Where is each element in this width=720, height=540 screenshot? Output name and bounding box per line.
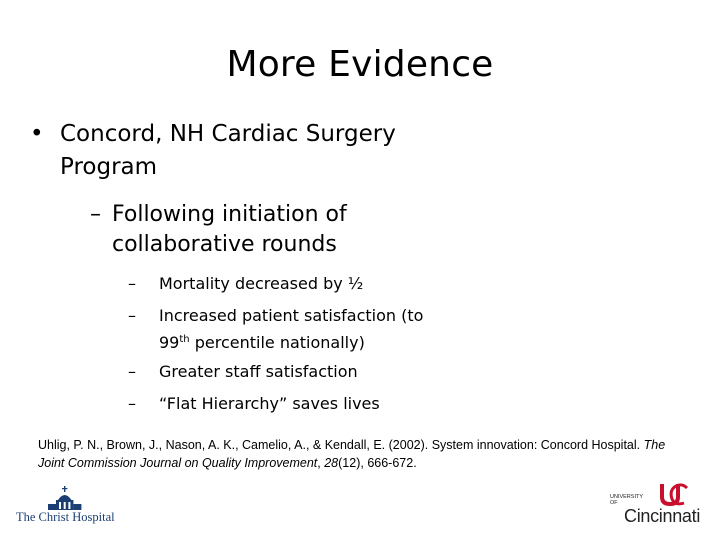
christ-hospital-logo <box>12 486 122 528</box>
bullet-level1-text: Concord, NH Cardiac Surgery Program <box>60 121 396 180</box>
citation-volume: 28 <box>324 456 339 470</box>
bullet-level3-text: Greater staff satisfaction <box>159 362 358 381</box>
citation-sep: , <box>317 456 325 470</box>
bullet-level3-text <box>159 304 459 355</box>
text-part: Increased patient satisfaction (to 99 <box>159 306 424 352</box>
uc-logo <box>610 480 710 530</box>
logo-city-text: Cincinnati <box>624 506 701 526</box>
logo-university-text: UNIVERSITY OF <box>610 494 643 506</box>
bullet-level2-text: Following initiation of collaborative rounds <box>112 202 347 257</box>
hospital-dome-icon <box>12 486 122 512</box>
logo-text: The Christ Hospital <box>16 510 115 524</box>
bullet-level3-text: “Flat Hierarchy” saves lives <box>159 394 380 413</box>
dash-icon: – <box>90 202 101 227</box>
superscript: th <box>179 334 190 345</box>
slide-title: More Evidence <box>226 44 494 85</box>
text-part: percentile nationally) <box>189 333 365 352</box>
dash-icon: – <box>128 394 136 413</box>
dash-icon: – <box>128 306 136 325</box>
bullet-dot-icon: • <box>30 121 44 147</box>
citation <box>38 436 678 472</box>
bullet-level3-text: Mortality decreased by ½ <box>159 274 364 293</box>
citation-pages: (12), 666-672. <box>338 456 417 470</box>
dash-icon: – <box>128 274 136 293</box>
citation-journal: The Joint Commission Journal on Quality Improvement <box>38 438 666 470</box>
dash-icon: – <box>128 362 136 381</box>
citation-authors: Uhlig, P. N., Brown, J., Nason, A. K., Camelio, A., & Kendall, E. (2002). System innovation: Concord Hospital. <box>38 438 644 452</box>
